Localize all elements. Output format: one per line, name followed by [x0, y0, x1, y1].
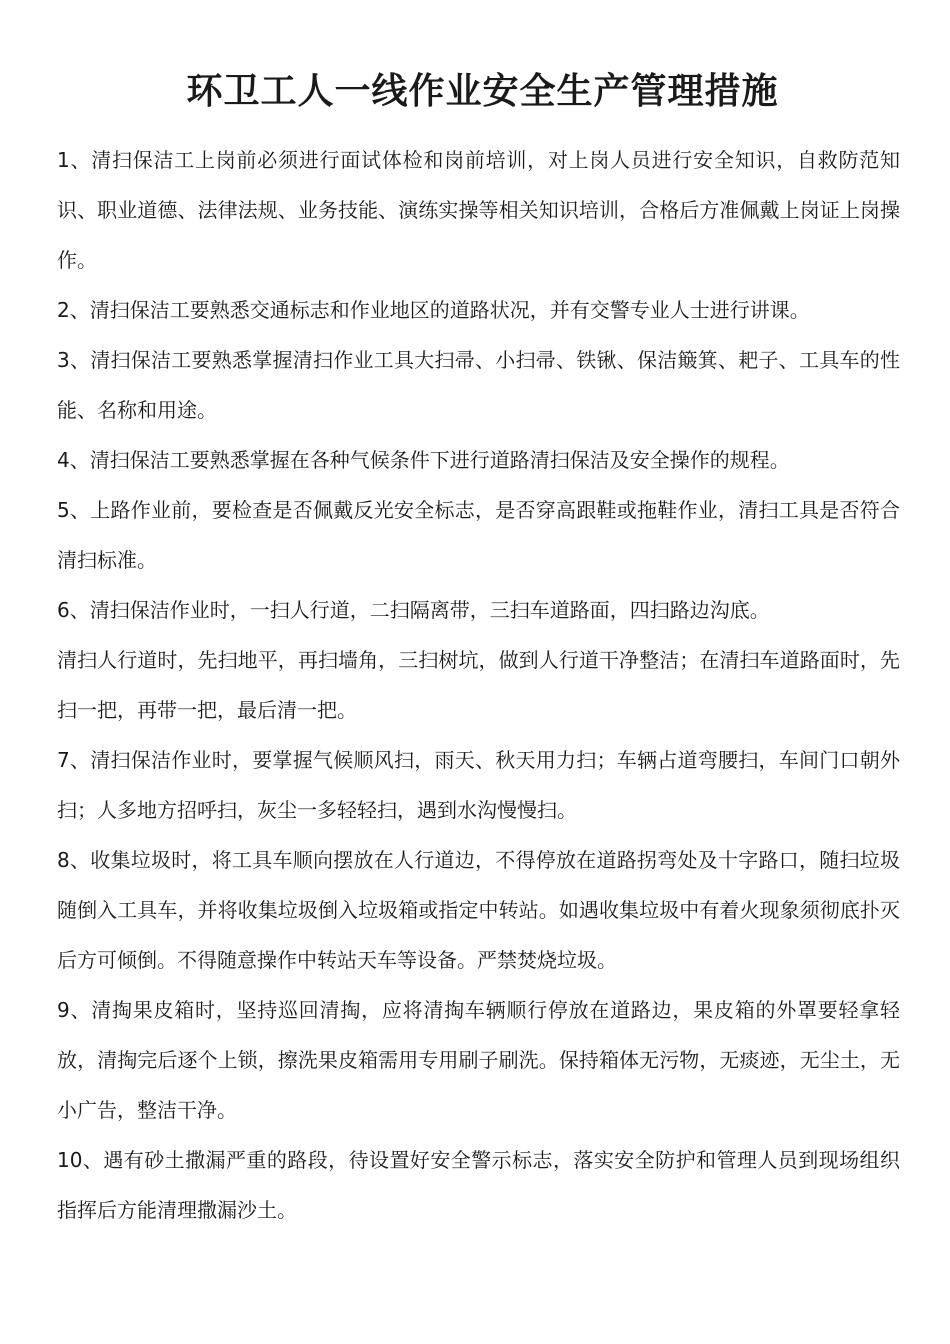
measure-item-7: 7、清扫保洁作业时，要掌握气候顺风扫，雨天、秋天用力扫；车辆占道弯腰扫，车间门口朝外扫；人多地方招呼扫，灰尘一多轻轻扫，遇到水沟慢慢扫。 [57, 748, 900, 822]
measure-item-6: 6、清扫保洁作业时，一扫人行道，二扫隔离带，三扫车道路面，四扫路边沟底。 [57, 598, 770, 622]
measure-item-8: 8、收集垃圾时，将工具车顺向摆放在人行道边，不得停放在道路拐弯处及十字路口，随扫垃圾随倒入工具车，并将收集垃圾倒入垃圾箱或指定中转站。如遇收集垃圾中有着火现象须彻底扑灭后方可倾倒。不得随意操作中转站天车等设备。严禁焚烧垃圾。 [57, 848, 900, 972]
measure-item-2: 2、清扫保洁工要熟悉交通标志和作业地区的道路状况，并有交警专业人士进行讲课。 [57, 298, 810, 322]
measure-item-5: 5、上路作业前，要检查是否佩戴反光安全标志，是否穿高跟鞋或拖鞋作业，清扫工具是否符合清扫标准。 [57, 498, 900, 572]
measure-item-4: 4、清扫保洁工要熟悉掌握在各种气候条件下进行道路清扫保洁及安全操作的规程。 [57, 448, 790, 472]
document-title: 环卫工人一线作业安全生产管理措施 [186, 71, 779, 112]
measure-item-1: 1、清扫保洁工上岗前必须进行面试体检和岗前培训，对上岗人员进行安全知识，自救防范知识、职业道德、法律法规、业务技能、演练实操等相关知识培训，合格后方准佩戴上岗证上岗操作。 [57, 148, 900, 272]
measure-item-9: 9、清掏果皮箱时，坚持巡回清掏，应将清掏车辆顺行停放在道路边，果皮箱的外罩要轻拿轻放，清掏完后逐个上锁，擦洗果皮箱需用专用刷子刷洗。保持箱体无污物，无痰迹，无尘土，无小广告，整洁干净。 [57, 998, 900, 1122]
measure-item-3: 3、清扫保洁工要熟悉掌握清扫作业工具大扫帚、小扫帚、铁锹、保洁簸箕、耙子、工具车的性能、名称和用途。 [57, 348, 900, 422]
measure-item-6-detail: 清扫人行道时，先扫地平，再扫墙角，三扫树坑，做到人行道干净整洁；在清扫车道路面时，先扫一把，再带一把，最后清一把。 [57, 648, 900, 722]
measure-item-10: 10、遇有砂土撒漏严重的路段，待设置好安全警示标志，落实安全防护和管理人员到现场组织指挥后方能清理撒漏沙土。 [57, 1148, 900, 1222]
document-body [57, 135, 900, 1235]
